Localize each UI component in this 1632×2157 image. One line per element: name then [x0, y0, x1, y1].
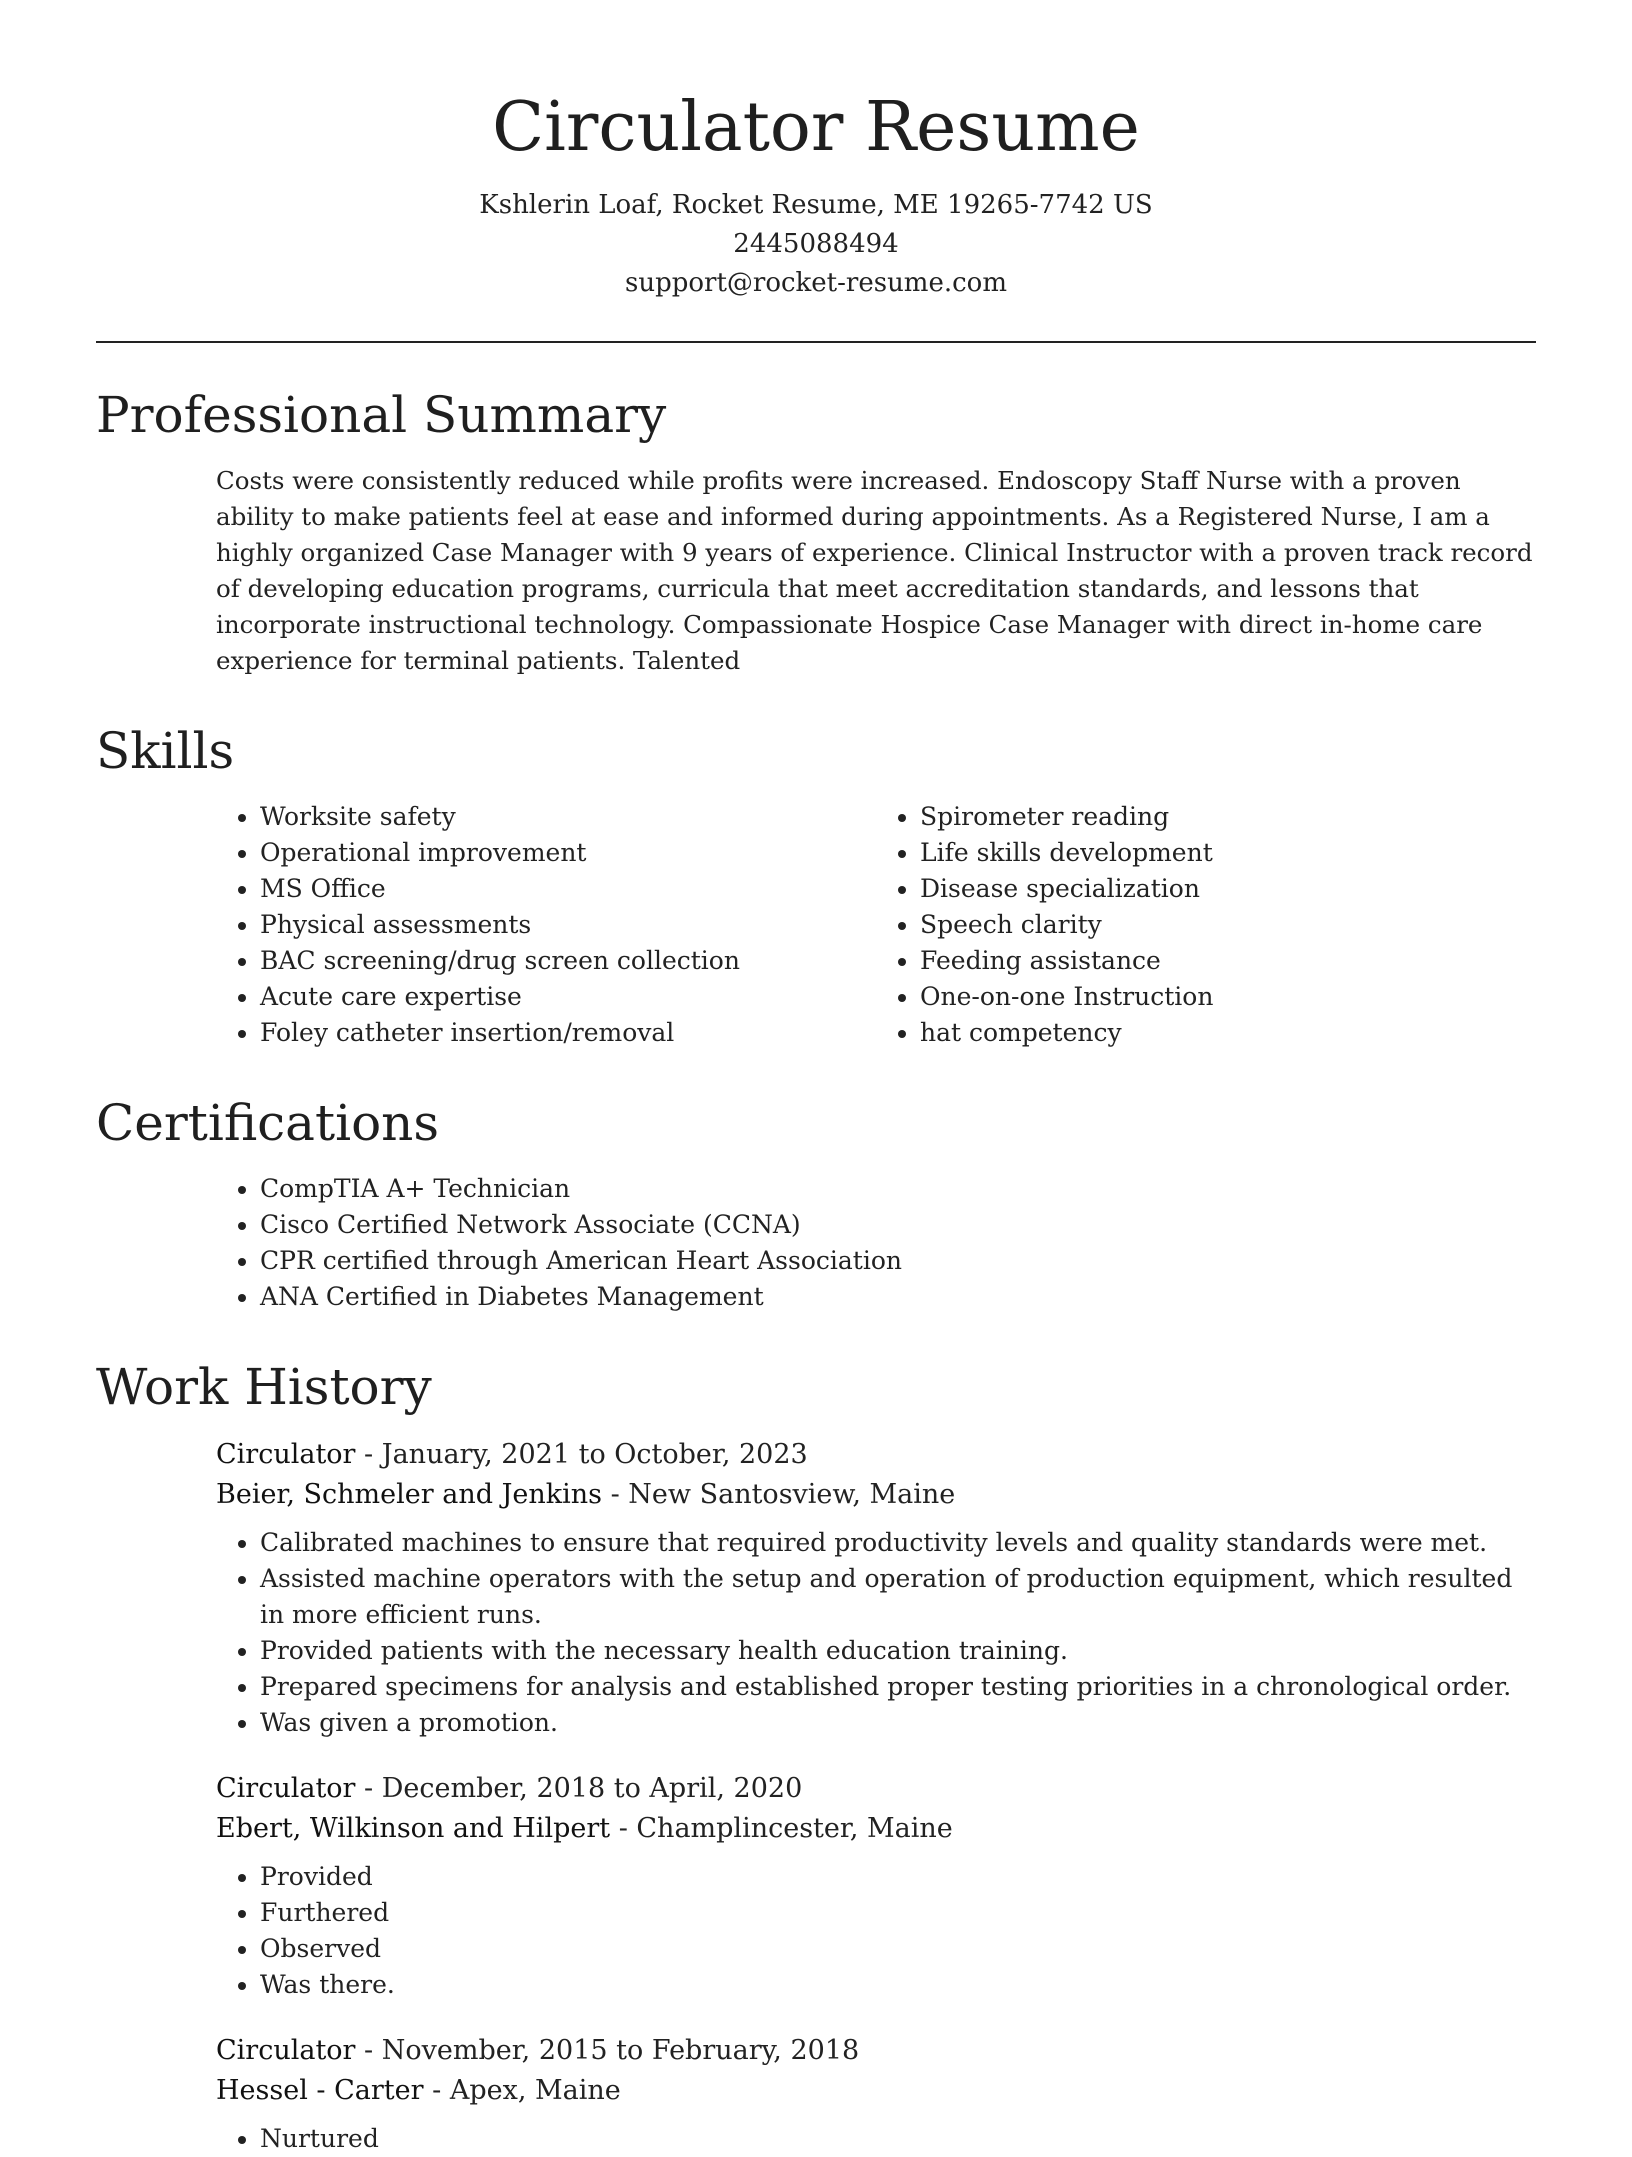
skill-item: • Foley catheter insertion/removal	[260, 1015, 876, 1051]
certification-item: • Cisco Certified Network Associate (CCNA)	[260, 1207, 1536, 1243]
job-bullet: • Provided patients with the necessary health education training.	[260, 1633, 1536, 1669]
job-company-line	[216, 2071, 1536, 2111]
skill-item: • Worksite safety	[260, 799, 876, 835]
job-bullets	[96, 1859, 1536, 2003]
job-company: Beier, Schmeler and Jenkins	[216, 1479, 603, 1510]
job-bullet: • Calibrated machines to ensure that required productivity levels and quality standards were met.	[260, 1525, 1536, 1561]
job-bullet: • Observed	[260, 1931, 1536, 1967]
job-dates: - November, 2015 to February, 2018	[355, 2035, 860, 2066]
certification-item: • ANA Certified in Diabetes Management	[260, 1279, 1536, 1315]
skills-list-right	[876, 799, 1536, 1051]
skills-columns	[216, 799, 1536, 1051]
work-history-heading: Work History	[96, 1358, 432, 1416]
skills-list-left	[216, 799, 876, 1051]
skill-item: • Physical assessments	[260, 907, 876, 943]
contact-phone: 2445088494	[733, 229, 899, 259]
job-bullet: • Assisted machine operators with the setup and operation of production equipment, which resulted in more efficient runs.	[260, 1561, 1536, 1633]
job-dates: - January, 2021 to October, 2023	[355, 1439, 808, 1470]
job-entry	[216, 1769, 1536, 2003]
job-company-line	[216, 1809, 1536, 1849]
job-entry	[216, 1435, 1536, 1741]
job-bullet: • Nurtured	[260, 2121, 1536, 2157]
skills-heading: Skills	[96, 722, 235, 780]
contact-block	[96, 186, 1536, 303]
certifications-list	[216, 1171, 1536, 1315]
skill-item: • Disease specialization	[920, 871, 1536, 907]
skill-item: • Life skills development	[920, 835, 1536, 871]
skill-item: • Acute care expertise	[260, 979, 876, 1015]
certifications-heading: Certifications	[96, 1094, 440, 1152]
certification-item: • CPR certified through American Heart Association	[260, 1243, 1536, 1279]
job-company-line	[216, 1475, 1536, 1515]
job-bullet: • Provided	[260, 1859, 1536, 1895]
job-title: Circulator	[216, 2035, 356, 2066]
job-bullet: • Was given a promotion.	[260, 1705, 1536, 1741]
job-entry	[216, 2031, 1536, 2157]
resume-header	[96, 0, 1536, 303]
skill-item: • Operational improvement	[260, 835, 876, 871]
job-location: - Champlincester, Maine	[610, 1813, 953, 1844]
summary-text: Costs were consistently reduced while profits were increased. Endoscopy Staff Nurse with a proven ability to make patients feel at ease and informed during appointments. As a Registered Nurse, I am a highly organized Case Manager with 9 years of experience. Clinical Instructor with a proven track record of developing education programs, curricula that meet accreditation standards, and lessons that incorporate instructional technology. Compassionate Hospice Case Manager with direct in-home care experience for terminal patients. Talented	[216, 466, 1533, 675]
job-bullet: • Furthered	[260, 1895, 1536, 1931]
job-location: - Apex, Maine	[423, 2075, 621, 2106]
skill-item: • Speech clarity	[920, 907, 1536, 943]
skill-item: • Feeding assistance	[920, 943, 1536, 979]
job-title: Circulator	[216, 1439, 356, 1470]
job-bullet: • Prepared specimens for analysis and established proper testing priorities in a chronological order.	[260, 1669, 1536, 1705]
header-divider	[96, 341, 1536, 343]
skill-item: • hat competency	[920, 1015, 1536, 1051]
certification-item: • CompTIA A+ Technician	[260, 1171, 1536, 1207]
job-title-line	[216, 1435, 1536, 1475]
skill-item: • One-on-one Instruction	[920, 979, 1536, 1015]
skill-item: • BAC screening/drug screen collection	[260, 943, 876, 979]
summary-section	[216, 463, 1536, 679]
summary-heading: Professional Summary	[96, 386, 667, 444]
certifications-section	[216, 1171, 1536, 1315]
job-title-line	[216, 2031, 1536, 2071]
job-company: Ebert, Wilkinson and Hilpert	[216, 1813, 611, 1844]
job-location: - New Santosview, Maine	[602, 1479, 956, 1510]
job-bullet: • Was there.	[260, 1967, 1536, 2003]
skill-item: • MS Office	[260, 871, 876, 907]
job-bullets	[96, 1525, 1536, 1741]
job-company: Hessel - Carter	[216, 2075, 424, 2106]
job-title-line	[216, 1769, 1536, 1809]
contact-address: Kshlerin Loaf, Rocket Resume, ME 19265-7742 US	[479, 190, 1153, 220]
resume-title: Circulator Resume	[492, 88, 1140, 167]
job-dates: - December, 2018 to April, 2020	[355, 1773, 803, 1804]
job-bullets	[96, 2121, 1536, 2157]
skill-item: • Spirometer reading	[920, 799, 1536, 835]
contact-email: support@rocket-resume.com	[624, 268, 1007, 298]
job-title: Circulator	[216, 1773, 356, 1804]
